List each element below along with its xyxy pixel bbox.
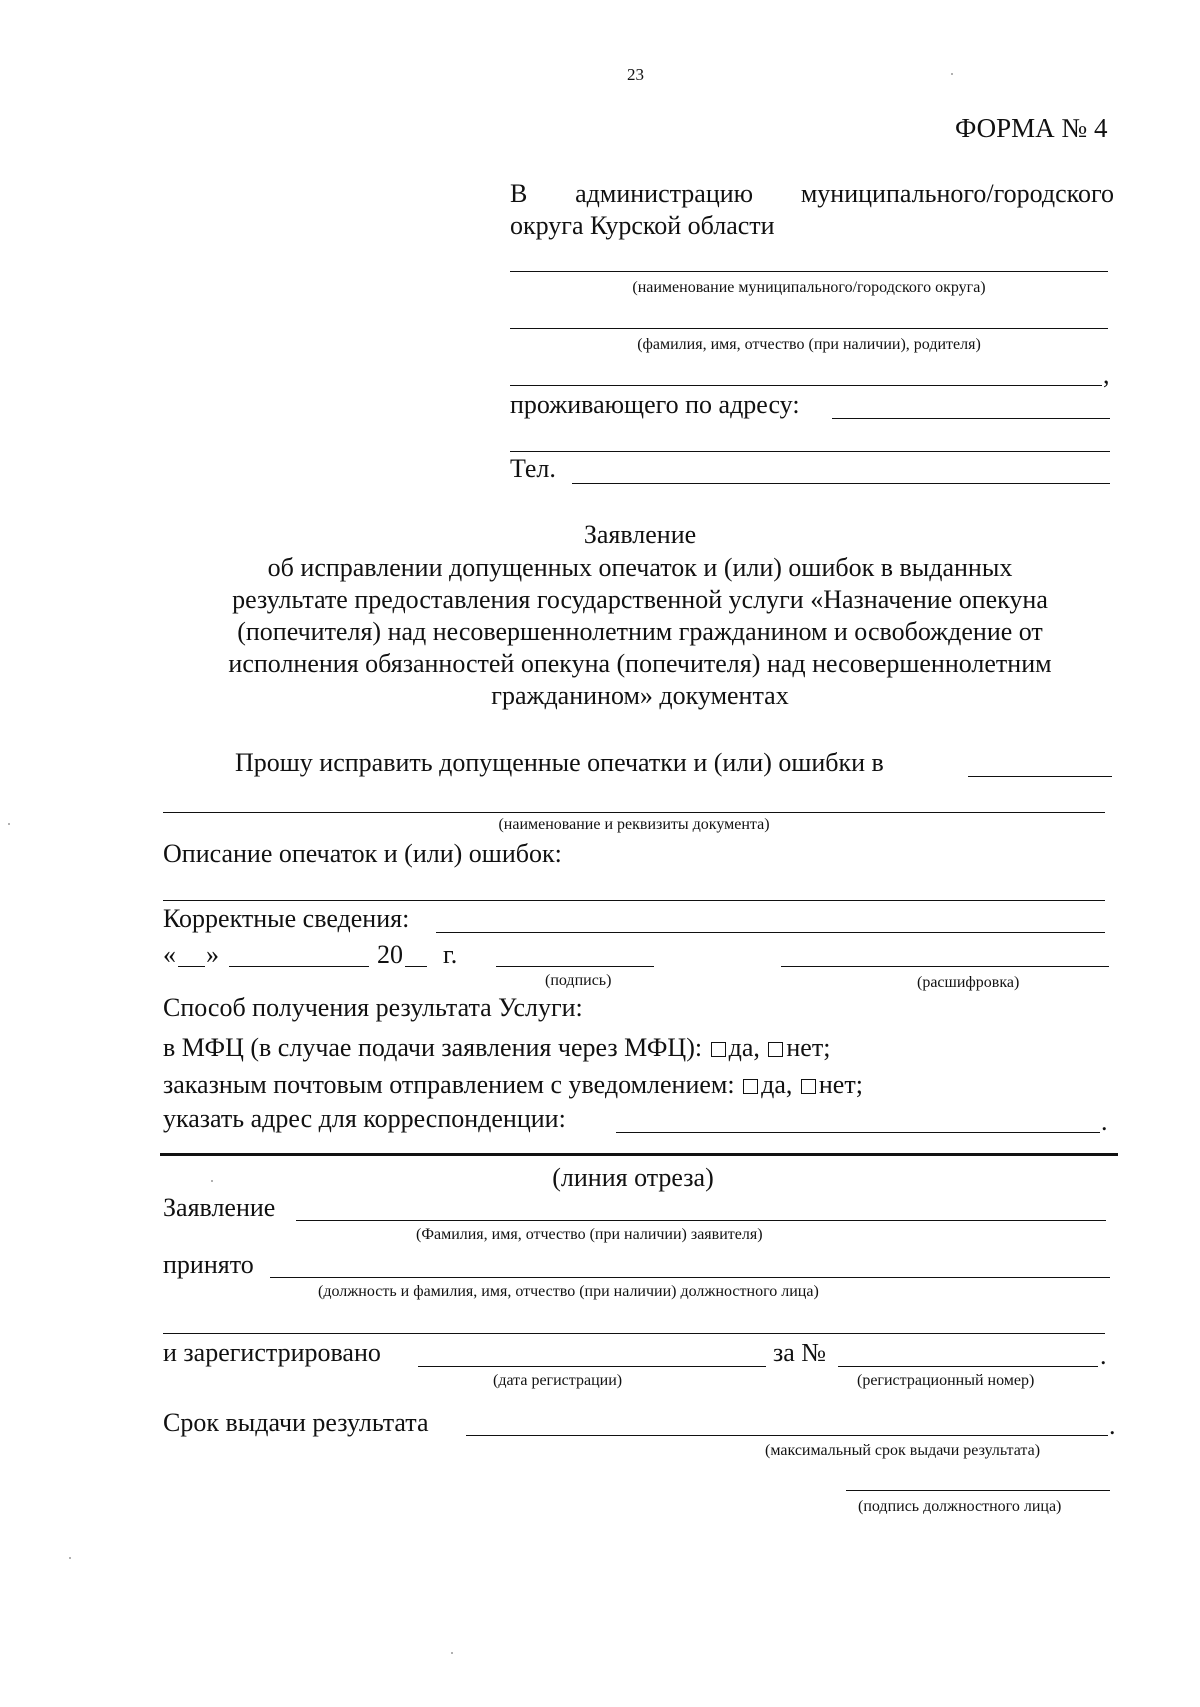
address-continuation-line[interactable] — [510, 451, 1110, 452]
date-close-quote: » — [206, 940, 219, 969]
trailing-comma: , — [1103, 360, 1110, 389]
official-signature-caption: (подпись должностного лица) — [858, 1498, 1062, 1515]
errors-label: Описание опечаток и (или) ошибок: — [163, 839, 562, 868]
statement-title-line-3: (попечителя) над несовершеннолетним гражданином и освобождение от — [237, 617, 1043, 646]
decoding-field-line[interactable] — [781, 966, 1109, 967]
mfc-no-label: нет; — [786, 1033, 831, 1062]
statement-title-line-2: результате предоставления государственной услуги «Назначение опекуна — [232, 585, 1048, 614]
scan-speck — [951, 73, 953, 75]
address-field-line[interactable] — [832, 418, 1110, 419]
mfc-option-label: в МФЦ (в случае подачи заявления через МФЦ): — [163, 1033, 703, 1062]
deadline-field-line[interactable] — [466, 1435, 1108, 1436]
correspondence-address-field-line[interactable] — [616, 1132, 1100, 1133]
document-field-line[interactable] — [163, 812, 1105, 813]
form-label: ФОРМА № 4 — [955, 113, 1108, 143]
deadline-caption: (максимальный срок выдачи результата) — [765, 1442, 1041, 1459]
mfc-yes-checkbox[interactable] — [711, 1042, 726, 1057]
statement-heading: Заявление — [583, 520, 697, 549]
registration-date-caption: (дата регистрации) — [493, 1372, 623, 1389]
method-label: Способ получения результата Услуги: — [163, 993, 583, 1022]
official-signature-field-line[interactable] — [846, 1490, 1110, 1491]
date-month-field-line[interactable] — [229, 966, 369, 967]
mfc-no-checkbox[interactable] — [768, 1042, 783, 1057]
scan-speck — [451, 1652, 453, 1654]
errors-field-line[interactable] — [163, 900, 1105, 901]
scan-speck — [211, 1180, 213, 1182]
correct-info-field-line[interactable] — [436, 932, 1105, 933]
deadline-period: . — [1109, 1411, 1116, 1440]
cut-line — [160, 1153, 1118, 1156]
mail-no-label: нет; — [818, 1070, 863, 1099]
addressee-line-2: округа Курской области — [510, 211, 775, 240]
address-label: указать адрес для корреспонденции: — [163, 1104, 566, 1133]
number-label: за № — [773, 1338, 827, 1367]
statement-title-line-4: исполнения обязанностей опекуна (попечителя) над несовершеннолетним — [228, 649, 1052, 678]
municipality-field-line[interactable] — [510, 271, 1108, 272]
parent-name-caption: (фамилия, имя, отчество (при наличии), родителя) — [637, 336, 981, 353]
request-text: Прошу исправить допущенные опечатки и (или) ошибки в — [235, 748, 884, 777]
registration-number-field-line[interactable] — [838, 1366, 1098, 1367]
phone-label: Тел. — [510, 454, 556, 483]
statement-title-line-1: об исправлении допущенных опечаток и (или) ошибок в выданных — [267, 553, 1013, 582]
registered-label: и зарегистрировано — [163, 1338, 381, 1367]
receipt-statement-label: Заявление — [163, 1193, 276, 1222]
scan-speck — [69, 1557, 71, 1559]
parent-name-field-line[interactable] — [510, 328, 1108, 329]
official-field-line[interactable] — [270, 1277, 1110, 1278]
date-day-field-line[interactable] — [178, 966, 205, 967]
phone-field-line[interactable] — [572, 483, 1110, 484]
cut-line-label: (линия отреза) — [552, 1163, 714, 1192]
year-prefix: 20 — [377, 940, 403, 969]
signature-field-line[interactable] — [496, 966, 654, 967]
statement-title-line-5: гражданином» документах — [491, 681, 789, 710]
document-caption: (наименование и реквизиты документа) — [498, 816, 770, 833]
applicant-field-line[interactable] — [296, 1220, 1106, 1221]
mail-option-label: заказным почтовым отправлением с уведомлением: — [163, 1070, 735, 1099]
mail-yes-label: да, — [761, 1070, 793, 1099]
scan-speck — [8, 823, 10, 825]
mail-option-row — [163, 1072, 863, 1098]
address-period: . — [1101, 1107, 1108, 1136]
date-year-field-line[interactable] — [405, 966, 427, 967]
official-continuation-line[interactable] — [163, 1333, 1105, 1334]
mail-no-checkbox[interactable] — [801, 1079, 816, 1094]
year-suffix: г. — [443, 940, 458, 969]
addressee-line-1: В администрацию муниципального/городского — [510, 179, 1114, 208]
registration-number-caption: (регистрационный номер) — [857, 1372, 1035, 1389]
official-caption: (должность и фамилия, имя, отчество (при наличии) должностного лица) — [318, 1283, 819, 1300]
applicant-caption: (Фамилия, имя, отчество (при наличии) заявителя) — [416, 1226, 763, 1243]
residing-label: проживающего по адресу: — [510, 390, 800, 419]
date-open-quote: « — [163, 940, 176, 969]
registration-date-field-line[interactable] — [418, 1366, 766, 1367]
signature-caption: (подпись) — [545, 972, 612, 989]
mfc-yes-label: да, — [728, 1033, 760, 1062]
registration-period: . — [1100, 1341, 1107, 1370]
parent-name-continuation-line[interactable] — [510, 385, 1102, 386]
municipality-caption: (наименование муниципального/городского округа) — [632, 279, 986, 296]
correct-info-label: Корректные сведения: — [163, 904, 410, 933]
decoding-caption: (расшифровка) — [917, 974, 1020, 991]
deadline-label: Срок выдачи результата — [163, 1408, 429, 1437]
request-field-line[interactable] — [968, 776, 1112, 777]
accepted-label: принято — [163, 1250, 254, 1279]
mfc-option-row — [163, 1035, 830, 1061]
page-number: 23 — [627, 65, 644, 84]
mail-yes-checkbox[interactable] — [743, 1079, 758, 1094]
